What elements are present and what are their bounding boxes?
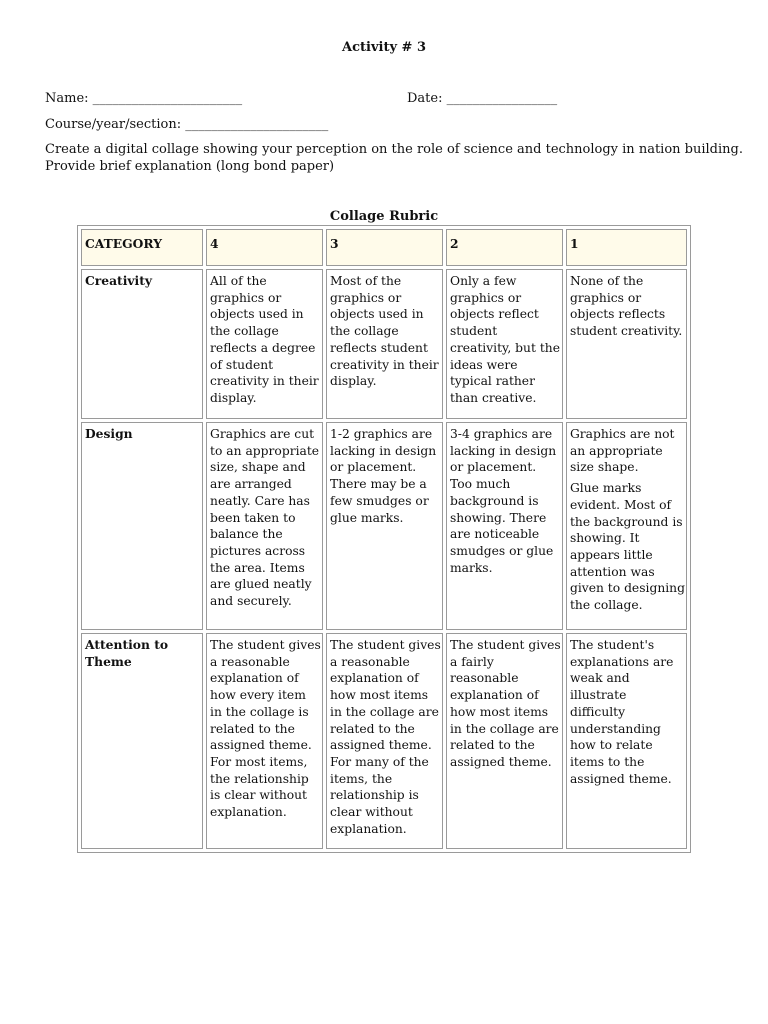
rubric-cell-score-4 <box>206 269 323 419</box>
rubric-cell-text: The student gives a reasonable explanation of how most items in the collage are related to the assigned theme. For many of the items, the relationship is clear without explanation. <box>330 638 441 836</box>
rubric-cell-text: The student's explanations are weak and illustrate difficulty understanding how to relate items to the assigned theme. <box>569 638 674 786</box>
category-label: Creativity <box>81 269 203 419</box>
rubric-header-row <box>81 229 687 266</box>
rubric-cell-score-4 <box>206 422 323 630</box>
rubric-cell-score-3 <box>326 633 443 849</box>
instructions-line-2: Provide brief explanation (long bond paper) <box>45 159 335 174</box>
rubric-row-creativity <box>81 269 687 419</box>
header-score-3: 3 <box>326 229 443 266</box>
rubric-cell-score-3 <box>326 422 443 630</box>
header-category: CATEGORY <box>81 229 203 266</box>
rubric-cell-text: The student gives a fairly reasonable explanation of how most items in the collage are related to the assigned theme. <box>449 638 561 769</box>
rubric-cell-score-3 <box>326 269 443 419</box>
rubric-cell-score-4 <box>206 633 323 849</box>
rubric-cell-text: 3-4 graphics are lacking in design or placement. Too much background is showing. There are noticeable smudges or glue marks. <box>449 427 557 575</box>
rubric-body <box>81 229 687 849</box>
rubric-cell-score-1 <box>566 422 687 630</box>
rubric-cell-score-2 <box>446 269 563 419</box>
date-field <box>407 91 557 106</box>
rubric-cell-text: The student gives a reasonable explanation of how every item in the collage is related to the assigned theme. For most items, the relationship is clear without explanation. <box>210 638 321 820</box>
name-blank-line: _______________________ <box>92 91 243 106</box>
name-label: Name: <box>45 91 93 106</box>
name-field <box>45 91 242 106</box>
rubric-row-attention-to-theme <box>81 633 687 849</box>
rubric-cell-score-2 <box>446 422 563 630</box>
rubric-cell-score-1 <box>566 269 687 419</box>
course-blank-line: ______________________ <box>185 117 329 132</box>
rubric-cell-text: Only a few graphics or objects reflect student creativity, but the ideas were typical rather than creative. <box>449 274 560 405</box>
date-blank-line: _________________ <box>446 91 558 106</box>
rubric-row-design <box>81 422 687 630</box>
header-score-4: 4 <box>206 229 323 266</box>
activity-title: Activity # 3 <box>342 40 426 55</box>
instructions-line-1: Create a digital collage showing your perception on the role of science and technology in nation building. <box>45 142 743 157</box>
course-field <box>45 117 328 132</box>
rubric-cell-score-1 <box>566 633 687 849</box>
rubric-cell-text: All of the graphics or objects used in the collage reflects a degree of student creativity in their display. <box>210 274 319 405</box>
rubric-cell-text: 1-2 graphics are lacking in design or placement. There may be a few smudges or glue marks. <box>330 427 437 525</box>
rubric-table <box>77 225 691 853</box>
rubric-cell-text: Graphics are not an appropriate size shape. <box>569 427 675 475</box>
header-score-1: 1 <box>566 229 687 266</box>
rubric-cell-text: None of the graphics or objects reflects student creativity. <box>569 274 683 339</box>
instructions <box>45 141 743 175</box>
category-label: Attention to Theme <box>81 633 203 849</box>
rubric-cell-score-2 <box>446 633 563 849</box>
rubric-cell-text: Graphics are cut to an appropriate size, shape and are arranged neatly. Care has been taken to balance the pictures across the area. Items are glued neatly and securely. <box>210 427 320 609</box>
course-label: Course/year/section: <box>45 117 186 132</box>
rubric-title: Collage Rubric <box>329 209 439 224</box>
rubric-cell-text: Glue marks evident. Most of the background is showing. It appears little attention was given to designing the collage. <box>569 481 685 613</box>
date-label: Date: <box>407 91 447 106</box>
rubric-cell-text: Most of the graphics or objects used in the collage reflects student creativity in their display. <box>330 274 439 389</box>
header-score-2: 2 <box>446 229 563 266</box>
category-label: Design <box>81 422 203 630</box>
